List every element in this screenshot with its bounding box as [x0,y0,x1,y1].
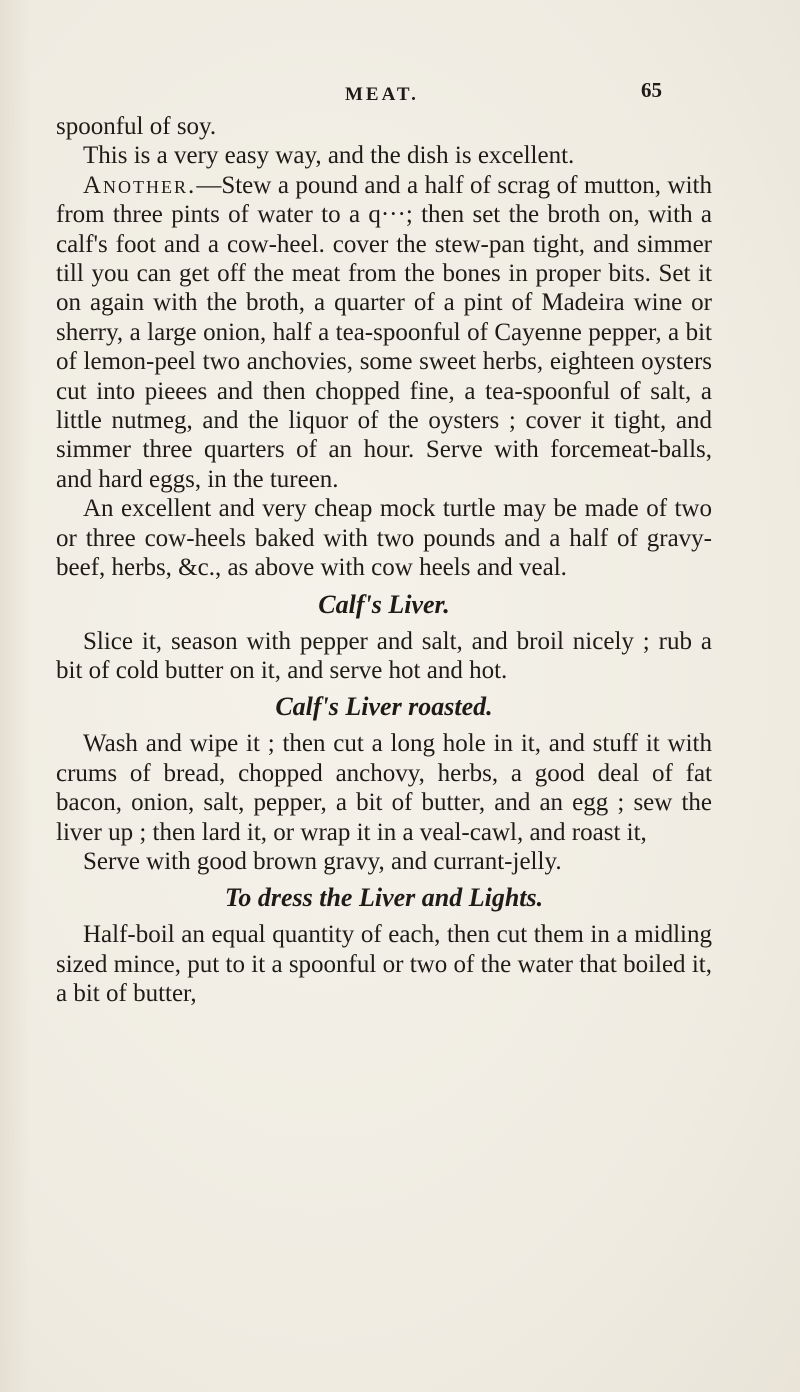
page-header [0,78,800,108]
paragraph: This is a very easy way, and the dish is excellent. [83,142,575,170]
paragraph: Slice it, season with pepper and salt, and broil nicely ; rub a bit of cold butter on it, and serve hot and hot. [56,627,712,684]
paragraph: Serve with good brown gravy, and currant-jelly. [83,847,562,875]
recipe-heading-calfs-liver-roasted: Calf's Liver roasted. [275,692,493,722]
paragraph: Wash and wipe it ; then cut a long hole in it, and stuff it with crums of bread, chopped anchovy, herbs, a good deal of fat bacon, onion, salt, pepper, a bit of butter, and an egg ; sew the liver up ; then lard it, or wrap it in a veal-cawl, and roast it, [56,730,712,846]
recipe-text: —Stew a pound and a half of scrag of mutton, with from three pints of water to a q···; then set the broth on, with a calf's foot and a cow-heel. cover the stew-pan tight, and simmer till you can get off the meat from the bones in proper bits. Set it on again with the broth, a quarter of a pint of Madeira wine or sherry, a large onion, half a tea-spoonful of Cayenne pepper, a bit of lemon-peel two anchovies, some sweet herbs, eighteen oysters cut into pieees and then chopped fine, a tea-spoonful of salt, a little nutmeg, and the liquor of the oysters ; cover it tight, and simmer three quarters of an hour. Serve with forcemeat-balls, and hard eggs, in the tureen. [56,171,712,493]
recipe-heading-calfs-liver: Calf's Liver. [318,589,450,619]
page-body [56,112,712,1009]
page-number: 65 [641,78,662,102]
running-head: MEAT. [345,84,419,105]
paragraph-continuation: spoonful of soy. [56,113,217,140]
paragraph: Half-boil an equal quantity of each, then cut them in a midling sized mince, put to it a spoonful or two of the water that boiled it, a bit of butter, [56,921,712,1008]
recipe-another [56,171,712,494]
paragraph: An excellent and very cheap mock turtle may be made of two or three cow-heels baked with two pounds and a half of gravy-beef, herbs, &c., as above with cow heels and veal. [56,495,712,582]
recipe-heading-liver-and-lights: To dress the Liver and Lights. [224,883,544,913]
recipe-lead: Another. [83,171,197,199]
page-gutter-shadow [0,0,30,1392]
